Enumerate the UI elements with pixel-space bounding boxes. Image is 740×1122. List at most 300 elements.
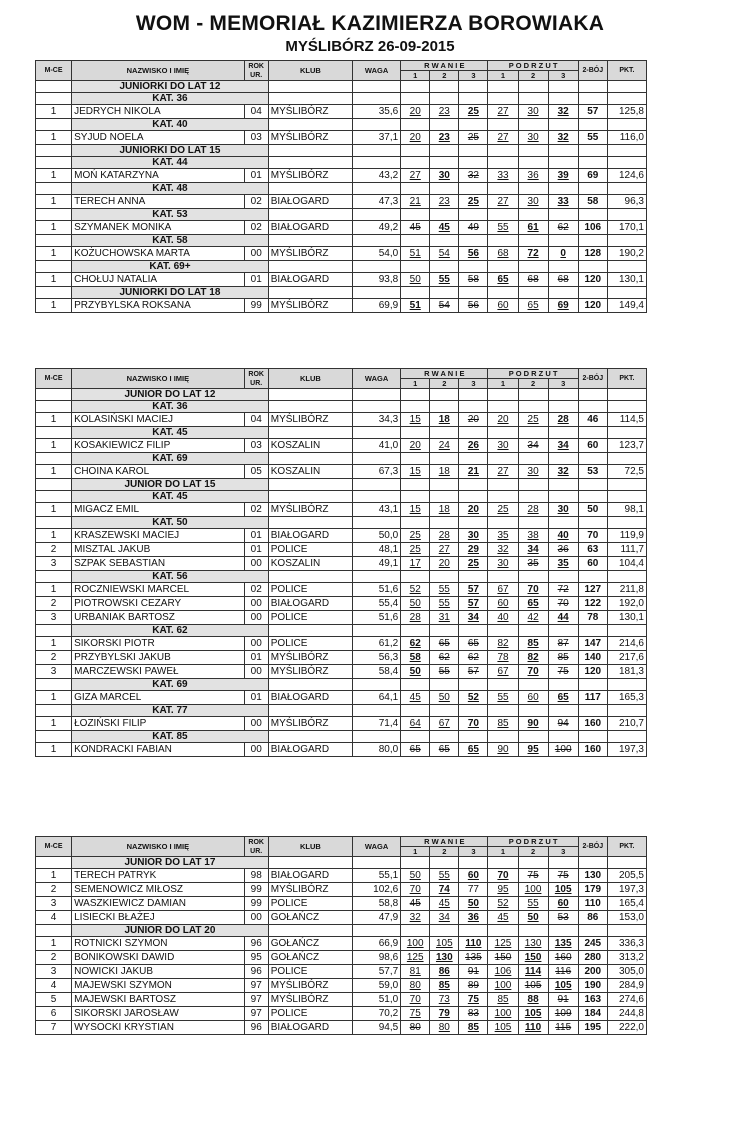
empty-cell (578, 183, 607, 195)
birth-year: 96 (244, 937, 268, 951)
birth-year: 03 (244, 131, 268, 145)
results-table-juniorki (35, 60, 647, 313)
snatch-attempt-3-header: 3 (459, 379, 488, 389)
snatch-attempt-3-value: 56 (467, 248, 479, 259)
empty-cell (518, 625, 548, 637)
snatch-attempt-1 (401, 937, 430, 951)
place-cell (36, 625, 72, 637)
empty-cell (401, 119, 430, 131)
cleanjerk-attempt-3 (548, 897, 578, 911)
cleanjerk-attempt-2 (518, 221, 548, 235)
empty-cell (401, 389, 430, 401)
cleanjerk-attempt-2-value: 114 (525, 966, 542, 977)
athlete-name: SEMENOWICZ MIŁOSZ (72, 883, 245, 897)
total-result: 127 (578, 583, 607, 597)
cleanjerk-attempt-2-value: 105 (524, 1008, 542, 1019)
cleanjerk-attempt-1-value: 105 (494, 1022, 512, 1033)
birth-year: 00 (244, 637, 268, 651)
empty-cell (607, 209, 646, 221)
cleanjerk-attempt-3 (548, 221, 578, 235)
snatch-attempt-1 (401, 869, 430, 883)
cleanjerk-attempt-1 (488, 993, 518, 1007)
athlete-row (36, 1007, 647, 1021)
cleanjerk-attempt-3-value: 32 (557, 466, 569, 477)
empty-cell (607, 731, 646, 743)
empty-cell (353, 157, 401, 169)
cleanjerk-attempt-1 (488, 743, 518, 757)
snatch-attempt-2-value: 18 (438, 466, 450, 477)
club-name: MYŚLIBÓRZ (268, 651, 352, 665)
group-header-row (36, 925, 647, 937)
empty-cell (430, 235, 459, 247)
snatch-attempt-3-value: 50 (467, 898, 479, 909)
birth-year: 97 (244, 993, 268, 1007)
birth-year: 00 (244, 717, 268, 731)
snatch-attempt-1 (401, 299, 430, 313)
cleanjerk-attempt-1 (488, 897, 518, 911)
empty-cell (401, 705, 430, 717)
points-result: 153,0 (607, 911, 646, 925)
snatch-attempt-1-value: 70 (409, 994, 421, 1005)
club-name: MYŚLIBÓRZ (268, 299, 352, 313)
athlete-row (36, 1021, 647, 1035)
athlete-name: MAJEWSKI BARTOSZ (72, 993, 245, 1007)
empty-cell (353, 625, 401, 637)
snatch-attempt-2 (430, 883, 459, 897)
col-points-header: PKT. (607, 837, 646, 857)
table-header (36, 61, 647, 81)
cleanjerk-attempt-1 (488, 105, 518, 119)
points-result: 116,0 (607, 131, 646, 145)
empty-cell (607, 119, 646, 131)
snatch-attempt-2-value: 86 (438, 966, 450, 977)
snatch-attempt-1 (401, 651, 430, 665)
empty-cell (607, 571, 646, 583)
snatch-attempt-1 (401, 247, 430, 261)
header-row (36, 61, 647, 71)
place-cell: 2 (36, 543, 72, 557)
cleanjerk-attempt-1 (488, 413, 518, 427)
place-cell: 1 (36, 195, 72, 209)
snatch-attempt-1-value: 28 (409, 612, 421, 623)
cleanjerk-attempt-2 (518, 883, 548, 897)
cleanjerk-attempt-3-value: 53 (557, 912, 569, 923)
empty-cell (607, 679, 646, 691)
snatch-attempt-2 (430, 583, 459, 597)
cleanjerk-attempt-3-value: 65 (557, 692, 569, 703)
cleanjerk-attempt-1-value: 33 (497, 170, 509, 181)
club-name: BIAŁOGARD (268, 691, 352, 705)
total-result: 86 (578, 911, 607, 925)
empty-cell (488, 401, 518, 413)
place-cell: 1 (36, 221, 72, 235)
snatch-attempt-3-value: 60 (467, 870, 479, 881)
body-weight: 56,3 (353, 651, 401, 665)
snatch-attempt-1 (401, 503, 430, 517)
table-body (36, 857, 647, 1035)
body-weight: 50,0 (353, 529, 401, 543)
body-weight: 37,1 (353, 131, 401, 145)
snatch-attempt-1 (401, 1007, 430, 1021)
body-weight: 67,3 (353, 465, 401, 479)
cleanjerk-attempt-1-value: 35 (497, 530, 509, 541)
total-result: 163 (578, 993, 607, 1007)
athlete-row (36, 691, 647, 705)
empty-cell (607, 925, 646, 937)
category-row (36, 93, 647, 105)
empty-cell (607, 479, 646, 491)
snatch-attempt-1 (401, 439, 430, 453)
snatch-attempt-2 (430, 221, 459, 235)
page-subtitle: MYŚLIBÓRZ 26-09-2015 (285, 38, 455, 55)
athlete-name: CHOŁUJ NATALIA (72, 273, 245, 287)
points-result: 305,0 (607, 965, 646, 979)
points-result: 192,0 (607, 597, 646, 611)
snatch-attempt-3-value: 65 (467, 638, 479, 649)
cleanjerk-attempt-3-value: 100 (554, 744, 572, 755)
cleanjerk-attempt-1-value: 125 (494, 938, 512, 949)
category-row (36, 261, 647, 273)
athlete-row (36, 247, 647, 261)
cleanjerk-attempt-3-value: 32 (557, 106, 569, 117)
snatch-attempt-3-value: 21 (467, 466, 479, 477)
snatch-attempt-2-value: 55 (438, 598, 450, 609)
snatch-attempt-2-value: 28 (438, 530, 450, 541)
snatch-attempt-2 (430, 651, 459, 665)
athlete-name: NOWICKI JAKUB (72, 965, 245, 979)
empty-cell (401, 925, 430, 937)
group-label: JUNIOR DO LAT 20 (72, 925, 269, 937)
empty-cell (548, 925, 578, 937)
empty-cell (459, 625, 488, 637)
cleanjerk-attempt-2 (518, 691, 548, 705)
cleanjerk-attempt-3 (548, 883, 578, 897)
place-cell (36, 491, 72, 503)
cleanjerk-attempt-2 (518, 1007, 548, 1021)
snatch-attempt-2-header: 2 (430, 71, 459, 81)
points-result: 222,0 (607, 1021, 646, 1035)
total-result: 120 (578, 665, 607, 679)
empty-cell (578, 389, 607, 401)
athlete-name: ŁOZIŃSKI FILIP (72, 717, 245, 731)
snatch-attempt-2-value: 45 (438, 222, 450, 233)
athlete-row (36, 503, 647, 517)
snatch-attempt-2 (430, 131, 459, 145)
category-label: KAT. 69 (72, 679, 269, 691)
group-header-row (36, 287, 647, 299)
empty-cell (430, 571, 459, 583)
empty-cell (548, 571, 578, 583)
total-result: 46 (578, 413, 607, 427)
category-label: KAT. 58 (72, 235, 269, 247)
cleanjerk-attempt-2-header: 2 (518, 847, 548, 857)
snatch-attempt-1-value: 80 (409, 980, 421, 991)
points-result: 124,6 (607, 169, 646, 183)
empty-cell (518, 479, 548, 491)
snatch-attempt-1 (401, 883, 430, 897)
empty-cell (488, 93, 518, 105)
category-label: KAT. 36 (72, 93, 269, 105)
cleanjerk-attempt-3-value: 0 (560, 248, 566, 259)
points-result: 211,8 (607, 583, 646, 597)
empty-cell (268, 93, 352, 105)
snatch-attempt-1-value: 45 (409, 222, 421, 233)
snatch-attempt-1-value: 25 (409, 530, 421, 541)
total-result: 184 (578, 1007, 607, 1021)
empty-cell (578, 145, 607, 157)
body-weight: 58,8 (353, 897, 401, 911)
snatch-attempt-2-value: 27 (438, 544, 450, 555)
club-name: MYŚLIBÓRZ (268, 169, 352, 183)
empty-cell (430, 857, 459, 869)
snatch-attempt-3-value: 25 (467, 196, 479, 207)
cleanjerk-attempt-3-value: 115 (555, 1022, 572, 1033)
col-year-header-line1: ROK (248, 838, 264, 846)
empty-cell (578, 209, 607, 221)
snatch-attempt-2 (430, 611, 459, 625)
athlete-name: PIOTROWSKI CEZARY (72, 597, 245, 611)
snatch-attempt-2-value: 80 (438, 1022, 450, 1033)
col-cleanjerk-header: P O D R Z U T (488, 61, 578, 71)
club-name: KOSZALIN (268, 439, 352, 453)
snatch-attempt-2-value: 54 (438, 300, 450, 311)
cleanjerk-attempt-1-value: 60 (497, 598, 509, 609)
snatch-attempt-3 (459, 937, 488, 951)
snatch-attempt-3-value: 91 (467, 966, 479, 977)
athlete-row (36, 543, 647, 557)
snatch-attempt-3-value: 57 (467, 598, 479, 609)
snatch-attempt-3 (459, 911, 488, 925)
cleanjerk-attempt-3-header: 3 (548, 71, 578, 81)
cleanjerk-attempt-3 (548, 529, 578, 543)
snatch-attempt-1-header: 1 (401, 379, 430, 389)
empty-cell (430, 93, 459, 105)
club-name: BIAŁOGARD (268, 597, 352, 611)
points-result: 165,3 (607, 691, 646, 705)
category-row (36, 209, 647, 221)
empty-cell (459, 157, 488, 169)
cleanjerk-attempt-2-value: 70 (527, 666, 539, 677)
empty-cell (268, 491, 352, 503)
empty-cell (401, 401, 430, 413)
cleanjerk-attempt-2 (518, 247, 548, 261)
empty-cell (607, 157, 646, 169)
empty-cell (459, 235, 488, 247)
snatch-attempt-3 (459, 869, 488, 883)
empty-cell (548, 119, 578, 131)
place-cell (36, 287, 72, 299)
snatch-attempt-3-value: 77 (467, 884, 479, 895)
col-snatch-header: R W A N I E (401, 837, 488, 847)
birth-year: 98 (244, 869, 268, 883)
cleanjerk-attempt-1-value: 85 (497, 718, 509, 729)
snatch-attempt-2-value: 79 (438, 1008, 450, 1019)
empty-cell (518, 517, 548, 529)
snatch-attempt-3 (459, 1021, 488, 1035)
points-result: 98,1 (607, 503, 646, 517)
empty-cell (459, 479, 488, 491)
snatch-attempt-2-value: 18 (438, 414, 450, 425)
col-name-header: NAZWISKO I IMIĘ (72, 369, 245, 389)
empty-cell (578, 453, 607, 465)
cleanjerk-attempt-3 (548, 743, 578, 757)
cleanjerk-attempt-1-value: 67 (497, 584, 509, 595)
empty-cell (488, 287, 518, 299)
empty-cell (578, 491, 607, 503)
birth-year: 02 (244, 583, 268, 597)
cleanjerk-attempt-2-value: 90 (527, 718, 539, 729)
empty-cell (488, 157, 518, 169)
empty-cell (430, 731, 459, 743)
cleanjerk-attempt-3 (548, 543, 578, 557)
col-year-header (244, 369, 268, 389)
athlete-name: SIKORSKI PIOTR (72, 637, 245, 651)
club-name: GOŁAŃCZ (268, 911, 352, 925)
body-weight: 43,2 (353, 169, 401, 183)
empty-cell (268, 287, 352, 299)
cleanjerk-attempt-2-header: 2 (518, 71, 548, 81)
empty-cell (459, 401, 488, 413)
empty-cell (430, 209, 459, 221)
total-result: 200 (578, 965, 607, 979)
snatch-attempt-3 (459, 597, 488, 611)
empty-cell (430, 183, 459, 195)
snatch-attempt-3 (459, 273, 488, 287)
snatch-attempt-1-value: 20 (409, 106, 421, 117)
snatch-attempt-1 (401, 221, 430, 235)
empty-cell (488, 571, 518, 583)
cleanjerk-attempt-3 (548, 413, 578, 427)
total-result: 245 (578, 937, 607, 951)
total-result: 195 (578, 1021, 607, 1035)
cleanjerk-attempt-2-value: 110 (525, 1022, 542, 1033)
empty-cell (401, 81, 430, 93)
snatch-attempt-3-value: 26 (467, 440, 479, 451)
cleanjerk-attempt-3-value: 85 (557, 652, 569, 663)
place-cell (36, 93, 72, 105)
snatch-attempt-2-value: 74 (438, 884, 450, 895)
cleanjerk-attempt-2 (518, 979, 548, 993)
group-label: JUNIOR DO LAT 15 (72, 479, 269, 491)
place-cell (36, 679, 72, 691)
birth-year: 03 (244, 439, 268, 453)
place-cell: 3 (36, 557, 72, 571)
snatch-attempt-3-value: 65 (467, 744, 479, 755)
empty-cell (578, 925, 607, 937)
total-result: 55 (578, 131, 607, 145)
empty-cell (459, 679, 488, 691)
place-cell: 1 (36, 583, 72, 597)
cleanjerk-attempt-3 (548, 465, 578, 479)
empty-cell (518, 731, 548, 743)
snatch-attempt-1 (401, 465, 430, 479)
cleanjerk-attempt-2 (518, 273, 548, 287)
snatch-attempt-1-value: 51 (409, 248, 421, 259)
snatch-attempt-1-value: 52 (409, 584, 421, 595)
cleanjerk-attempt-2-value: 65 (527, 300, 539, 311)
empty-cell (353, 857, 401, 869)
snatch-attempt-3 (459, 439, 488, 453)
athlete-name: PRZYBYLSKI JAKUB (72, 651, 245, 665)
snatch-attempt-2 (430, 465, 459, 479)
snatch-attempt-2 (430, 743, 459, 757)
club-name: MYŚLIBÓRZ (268, 993, 352, 1007)
cleanjerk-attempt-2 (518, 299, 548, 313)
snatch-attempt-1 (401, 273, 430, 287)
empty-cell (518, 81, 548, 93)
snatch-attempt-3-value: 85 (467, 1022, 479, 1033)
empty-cell (578, 479, 607, 491)
snatch-attempt-2-value: 55 (438, 274, 450, 285)
cleanjerk-attempt-1-value: 95 (497, 884, 509, 895)
page-title: WOM - MEMORIAŁ KAZIMIERZA BOROWIAKA (135, 12, 605, 35)
place-cell (36, 183, 72, 195)
category-row (36, 401, 647, 413)
snatch-attempt-3-value: 57 (467, 584, 479, 595)
place-cell: 2 (36, 883, 72, 897)
club-name: MYŚLIBÓRZ (268, 503, 352, 517)
snatch-attempt-1-value: 51 (409, 300, 421, 311)
cleanjerk-attempt-2 (518, 993, 548, 1007)
snatch-attempt-2-value: 67 (438, 718, 450, 729)
place-cell (36, 119, 72, 131)
empty-cell (401, 571, 430, 583)
cleanjerk-attempt-1-value: 45 (497, 912, 509, 923)
cleanjerk-attempt-2 (518, 413, 548, 427)
birth-year: 01 (244, 273, 268, 287)
empty-cell (268, 571, 352, 583)
snatch-attempt-2 (430, 911, 459, 925)
birth-year: 01 (244, 169, 268, 183)
place-cell: 1 (36, 131, 72, 145)
empty-cell (430, 625, 459, 637)
club-name: BIAŁOGARD (268, 195, 352, 209)
cleanjerk-attempt-1-value: 67 (497, 666, 509, 677)
body-weight: 49,2 (353, 221, 401, 235)
empty-cell (430, 453, 459, 465)
snatch-attempt-2-value: 31 (438, 612, 450, 623)
col-snatch-header: R W A N I E (401, 61, 488, 71)
empty-cell (548, 705, 578, 717)
cleanjerk-attempt-2-value: 60 (527, 692, 539, 703)
snatch-attempt-2-value: 18 (438, 504, 450, 515)
snatch-attempt-3 (459, 637, 488, 651)
snatch-attempt-2 (430, 299, 459, 313)
athlete-row (36, 979, 647, 993)
col-cleanjerk-header: P O D R Z U T (488, 837, 578, 847)
empty-cell (459, 81, 488, 93)
cleanjerk-attempt-1-header: 1 (488, 379, 518, 389)
cleanjerk-attempt-1 (488, 465, 518, 479)
cleanjerk-attempt-2-value: 150 (524, 952, 542, 963)
empty-cell (401, 491, 430, 503)
empty-cell (459, 925, 488, 937)
empty-cell (578, 261, 607, 273)
empty-cell (578, 731, 607, 743)
cleanjerk-attempt-1 (488, 247, 518, 261)
snatch-attempt-1 (401, 169, 430, 183)
points-result: 210,7 (607, 717, 646, 731)
athlete-name: MAJEWSKI SZYMON (72, 979, 245, 993)
athlete-name: JEDRYCH NIKOLA (72, 105, 245, 119)
cleanjerk-attempt-1 (488, 597, 518, 611)
cleanjerk-attempt-2-value: 30 (527, 196, 539, 207)
club-name: GOŁAŃCZ (268, 937, 352, 951)
cleanjerk-attempt-3-value: 44 (557, 612, 569, 623)
col-points-header: PKT. (607, 61, 646, 81)
place-cell (36, 235, 72, 247)
col-club-header: KLUB (268, 369, 352, 389)
